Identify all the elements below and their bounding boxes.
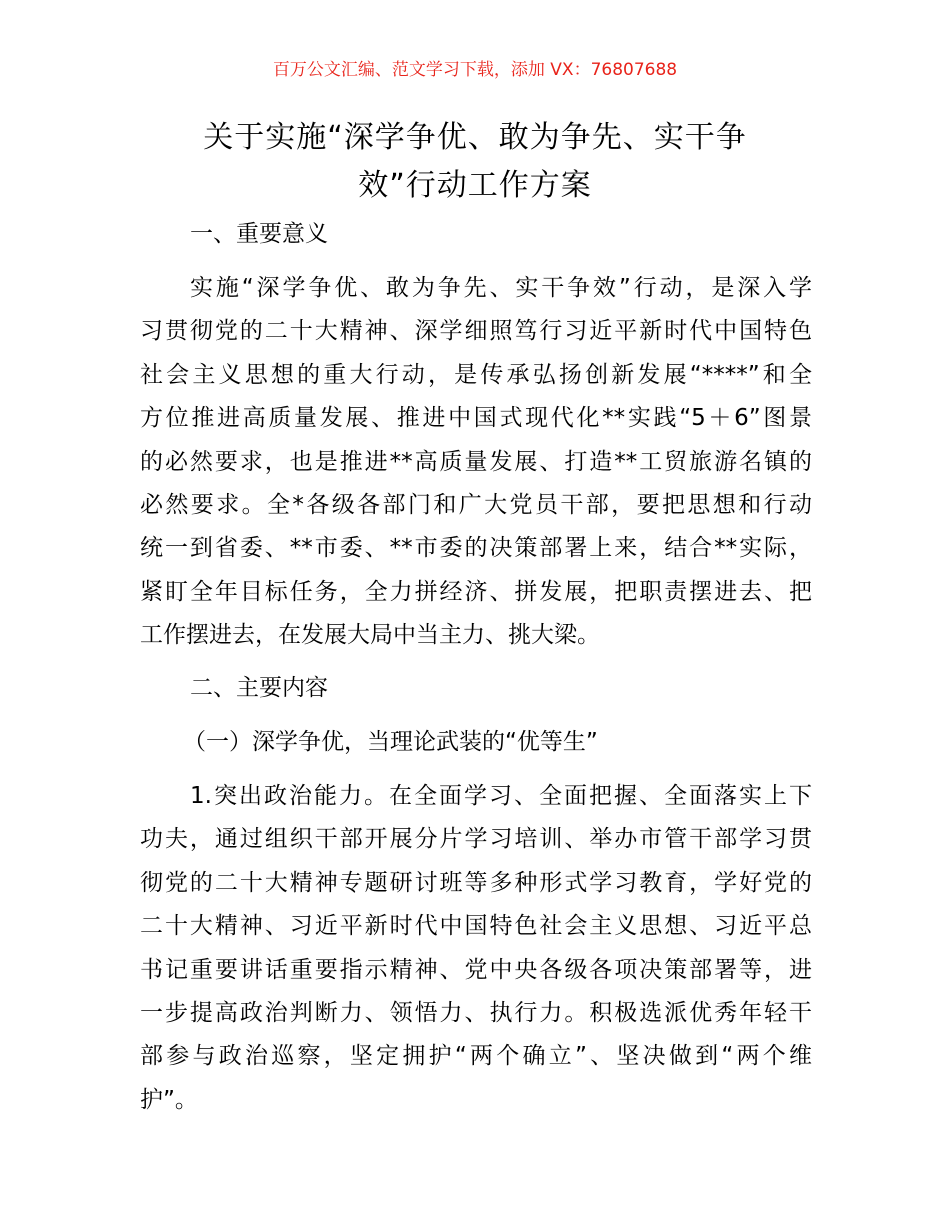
paragraph-line: 彻党的二十大精神专题研讨班等多种形式学习教育，学好党的 xyxy=(140,869,812,896)
paragraph-line: 必然要求。全*各级各部门和广大党员干部，要把思想和行动 xyxy=(140,492,812,519)
paragraph-line: 功夫，通过组织干部开展分片学习培训、举办市管干部学习贯 xyxy=(140,826,812,853)
paragraph-line: 方位推进高质量发展、推进中国式现代化**实践“5＋6”图景 xyxy=(140,405,812,432)
title-line-2: 效”行动工作方案 xyxy=(358,168,592,203)
title-line-1: 关于实施“深学争优、敢为争先、实干争 xyxy=(203,120,747,155)
section-2-paragraph xyxy=(140,775,812,1122)
paragraph-line: 习贯彻党的二十大精神、深学细照笃行习近平新时代中国特色 xyxy=(140,318,812,345)
section-1-heading: 一、重要意义 xyxy=(190,221,328,247)
paragraph-line: 书记重要讲话重要指示精神、党中央各级各项决策部署等，进 xyxy=(140,956,812,983)
paragraph-line: 工作摆进去，在发展大局中当主力、挑大梁。 xyxy=(140,622,600,649)
paragraph-line: 实施“深学争优、敢为争先、实干争效”行动，是深入学 xyxy=(190,275,812,301)
paragraph-line: 二十大精神、习近平新时代中国特色社会主义思想、习近平总 xyxy=(140,913,812,940)
paragraph-line: 社会主义思想的重大行动，是传承弘扬创新发展“****”和全 xyxy=(140,361,812,388)
document-title xyxy=(100,114,850,210)
section-2-heading: 二、主要内容 xyxy=(190,675,328,701)
paragraph-line: 1.突出政治能力。在全面学习、全面把握、全面落实上下 xyxy=(190,783,812,809)
paragraph-line: 紧盯全年目标任务，全力拼经济、拼发展，把职责摆进去、把 xyxy=(140,578,812,605)
paragraph-line: 部参与政治巡察，坚定拥护“两个确立”、坚决做到“两个维 xyxy=(140,1043,812,1070)
paragraph-line: 一步提高政治判断力、领悟力、执行力。积极选派优秀年轻干 xyxy=(140,1000,812,1027)
section-1-paragraph xyxy=(140,267,812,658)
paragraph-line: 护”。 xyxy=(140,1086,198,1113)
section-2-subheading: （一）深学争优，当理论武装的“优等生” xyxy=(183,729,598,755)
watermark-banner: 百万公文汇编、范文学习下载，添加 VX：76807688 xyxy=(272,60,678,80)
paragraph-line: 的必然要求，也是推进**高质量发展、打造**工贸旅游名镇的 xyxy=(140,448,812,475)
paragraph-line: 统一到省委、**市委、**市委的决策部署上来，结合**实际， xyxy=(140,535,812,562)
